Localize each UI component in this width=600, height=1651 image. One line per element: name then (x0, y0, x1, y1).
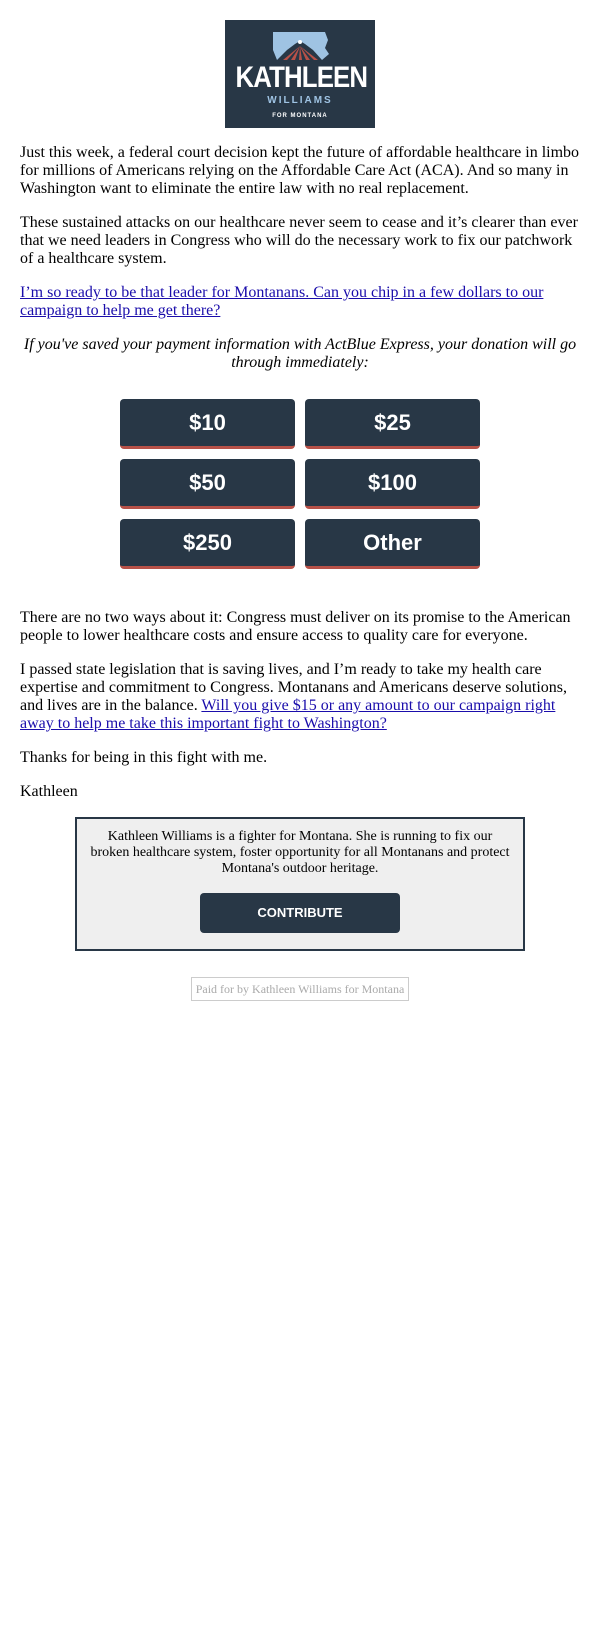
paragraph-donate-link (20, 284, 580, 320)
donate-250-button[interactable]: $250 (120, 519, 295, 569)
legislation-text: I passed state legislation that is saving lives, and I’m ready to take my health care expertise and commitment to Congress. Montanans and Americans deserve solutions, and lives are in the balance. (20, 661, 567, 714)
paragraph-congress-promise: There are no two ways about it: Congress must deliver on its promise to the American people to lower healthcare costs and ensure access to quality care for everyone. (20, 609, 571, 644)
logo-tagline: FOR MONTANA (272, 113, 328, 119)
donate-100-button[interactable]: $100 (305, 459, 480, 509)
donate-50-button[interactable]: $50 (120, 459, 295, 509)
donate-link-leader[interactable]: I’m so ready to be that leader for Montanans. Can you chip in a few dollars to our campaign to help me get there? (20, 284, 544, 319)
paragraph-healthcare-attacks: These sustained attacks on our healthcare never seem to cease and it’s clearer than ever that we need leaders in Congress who will do the necessary work to fix our patchwork of a healthcare system. (20, 214, 578, 267)
paragraph-court-decision: Just this week, a federal court decision kept the future of affordable healthcare in limbo for millions of Americans relying on the Affordable Care Act (ACA). And so many in Washington want to eliminate the entire law with no real replacement. (20, 144, 580, 197)
signature: Kathleen (20, 783, 78, 800)
paragraph-thanks: Thanks for being in this fight with me. (20, 749, 268, 766)
campaign-logo[interactable] (225, 20, 375, 128)
donate-other-button[interactable]: Other (305, 519, 480, 569)
candidate-description: Kathleen Williams is a fighter for Montana. She is running to fix our broken healthcare system, foster opportunity for all Montanans and protect Montana's outdoor heritage. (90, 829, 510, 876)
paragraph-legislation (20, 661, 580, 733)
email-body (20, 20, 580, 1001)
contribute-button[interactable]: CONTRIBUTE (200, 893, 400, 933)
footer-contribute-box (75, 817, 525, 951)
logo-subtitle: WILLIAMS (267, 95, 333, 106)
donate-25-button[interactable]: $25 (305, 399, 480, 449)
paid-for-disclaimer: Paid for by Kathleen Williams for Montana (191, 977, 410, 1001)
paid-for-disclaimer-row (20, 977, 580, 1001)
logo-name: KATHLEEN (235, 61, 368, 94)
actblue-express-note: If you've saved your payment information with ActBlue Express, your donation will go through immediately: (23, 336, 577, 371)
donate-10-button[interactable]: $10 (120, 399, 295, 449)
donation-amount-grid (120, 399, 480, 569)
donate-link-15[interactable]: Will you give $15 or any amount to our campaign right away to help me take this important fight to Washington? (20, 697, 556, 732)
